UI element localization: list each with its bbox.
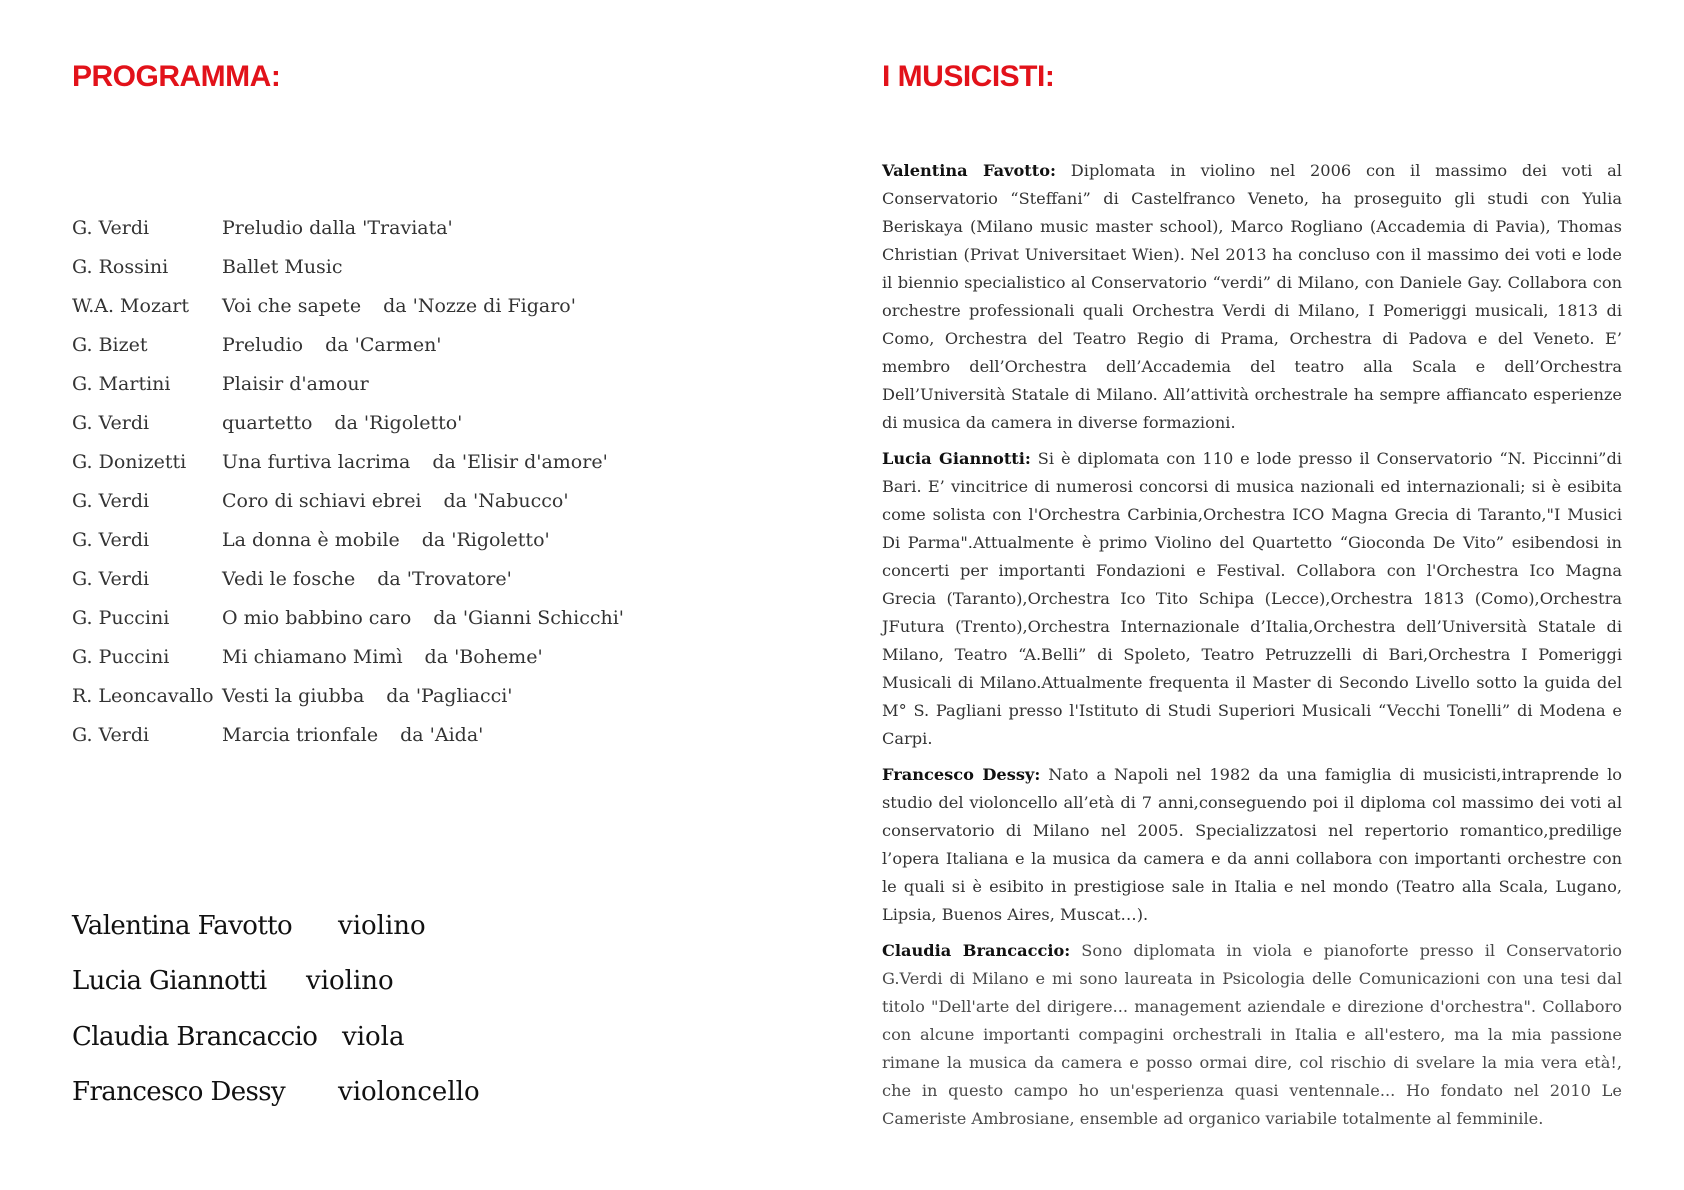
piece-title: Marcia trionfale: [222, 723, 379, 746]
bio-name: Claudia Brancaccio:: [882, 941, 1071, 960]
program-row: [72, 442, 772, 481]
player-row: [72, 898, 480, 954]
opera: da 'Nabucco': [443, 489, 569, 512]
opera: da 'Aida': [400, 723, 484, 746]
opera: da 'Rigoletto': [334, 411, 463, 434]
piece-title: Preludio dalla 'Traviata': [222, 216, 453, 239]
piece-title: Vedi le fosche: [222, 567, 356, 590]
program-list: [72, 208, 772, 754]
piece-title: Preludio: [222, 333, 304, 356]
composer: W.A. Mozart: [72, 294, 189, 317]
composer: G. Rossini: [72, 255, 169, 278]
composer: G. Martini: [72, 372, 171, 395]
player-instrument: violino: [338, 910, 426, 941]
composer: G. Puccini: [72, 645, 170, 668]
program-column: [72, 60, 772, 754]
piece-title: quartetto: [222, 411, 313, 434]
program-row: [72, 364, 772, 403]
program-row: [72, 286, 772, 325]
composer: G. Verdi: [72, 567, 150, 590]
piece-title: Vesti la giubba: [222, 684, 365, 707]
player-name: Lucia Giannotti: [72, 966, 267, 997]
opera: da 'Carmen': [325, 333, 442, 356]
opera: da 'Boheme': [424, 645, 543, 668]
program-row: [72, 325, 772, 364]
bio-paragraph: [882, 157, 1622, 437]
program-row: [72, 520, 772, 559]
player-row: [72, 1009, 480, 1065]
program-row: [72, 403, 772, 442]
piece-title: Coro di schiavi ebrei: [222, 489, 422, 512]
piece-title: Voi che sapete: [222, 294, 362, 317]
composer: G. Bizet: [72, 333, 148, 356]
piece-title: Mi chiamano Mimì: [222, 645, 403, 668]
bio-text: Sono diplomata in viola e pianoforte presso il Conservatorio G.Verdi di Milano e mi sono laureata in Psicologia delle Comunicazioni con una tesi dal titolo "Dell'arte del dirigere... management aziendale e direzione d'orchestra". Collaboro con alcune importanti compagini orchestrali in Italia e all'estero, ma la mia passione rimane la musica da camera e posso ormai dire, col rischio di svelare la mia vera età!, che in questo campo ho un'esperienza quasi ventennale... Ho fondato nel 2010 Le Cameriste Ambrosiane, ensemble ad organico variabile totalmente al femminile.: [882, 941, 1622, 1128]
player-instrument: violino: [306, 966, 394, 997]
bio-text: Nato a Napoli nel 1982 da una famiglia di musicisti,intraprende lo studio del violoncello all’età di 7 anni,conseguendo poi il diploma col massimo dei voti al conservatorio di Milano nel 2005. Specializzatosi nel repertorio romantico,predilige l’opera Italiana e la musica da camera e da anni collabora con importanti orchestre con le quali si è esibito in prestigiose sale in Italia e nel mondo (Teatro alla Scala, Lugano, Lipsia, Buenos Aires, Muscat…).: [882, 765, 1623, 924]
musicians-column: [882, 60, 1622, 1141]
players-list: [72, 898, 480, 1120]
bio-name: Lucia Giannotti:: [882, 449, 1031, 468]
bio-paragraph: [882, 937, 1622, 1133]
program-row: [72, 676, 772, 715]
composer: G. Puccini: [72, 606, 170, 629]
player-instrument: violoncello: [338, 1077, 480, 1108]
bio-text: Si è diplomata con 110 e lode presso il Conservatorio “N. Piccinni”di Bari. E’ vincitrice di numerosi concorsi di musica nazionali ed internazionali; si è esibita come solista con l'Orchestra Carbinia,Orchestra ICO Magna Grecia di Taranto,"I Musici Di Parma".Attualmente è primo Violino del Quartetto “Gioconda De Vito” esibendosi in concerti per importanti Fondazioni e Festival. Collabora con l'Orchestra Ico Magna Grecia (Taranto),Orchestra Ico Tito Schipa (Lecce),Orchestra 1813 (Como),Orchestra JFutura (Trento),Orchestra Internazionale d’Italia,Orchestra dell’Università Statale di Milano, Teatro “A.Belli” di Spoleto, Teatro Petruzzelli di Bari,Orchestra I Pomeriggi Musicali di Milano.Attualmente frequenta il Master di Secondo Livello sotto la guida del M° S. Pagliani presso l'Istituto di Studi Superiori Musicali “Vecchi Tonelli” di Modena e Carpi.: [882, 449, 1622, 748]
composer: G. Donizetti: [72, 450, 187, 473]
bio-name: Valentina Favotto:: [882, 161, 1056, 180]
opera: da 'Elisir d'amore': [432, 450, 608, 473]
program-heading: PROGRAMMA:: [72, 60, 281, 93]
program-row: [72, 637, 772, 676]
opera: da 'Gianni Schicchi': [433, 606, 625, 629]
opera: da 'Pagliacci': [386, 684, 513, 707]
player-row: [72, 1065, 480, 1121]
opera: da 'Trovatore': [377, 567, 512, 590]
player-name: Francesco Dessy: [72, 1077, 286, 1108]
composer: G. Verdi: [72, 489, 150, 512]
musicians-heading: I MUSICISTI:: [882, 60, 1055, 93]
player-row: [72, 954, 480, 1010]
composer: G. Verdi: [72, 528, 150, 551]
piece-title: Plaisir d'amour: [222, 372, 369, 395]
composer: G. Verdi: [72, 723, 150, 746]
program-row: [72, 559, 772, 598]
bio-list: [882, 157, 1622, 1133]
player-instrument: viola: [342, 1021, 405, 1052]
program-row: [72, 208, 772, 247]
program-row: [72, 715, 772, 754]
piece-title: O mio babbino caro: [222, 606, 412, 629]
bio-text: Diplomata in violino nel 2006 con il massimo dei voti al Conservatorio “Steffani” di Castelfranco Veneto, ha proseguito gli studi con Yulia Beriskaya (Milano music master school), Marco Rogliano (Accademia di Pavia), Thomas Christian (Privat Universitaet Wien). Nel 2013 ha concluso con il massimo dei voti e lode il biennio specialistico al Conservatorio “verdi” di Milano, con Daniele Gay. Collabora con orchestre professionali quali Orchestra Verdi di Milano, I Pomeriggi musicali, 1813 di Como, Orchestra del Teatro Regio di Prama, Orchestra di Padova e del Veneto. E’ membro dell’Orchestra dell’Accademia del teatro alla Scala e dell’Orchestra Dell’Università Statale di Milano. All’attività orchestrale ha sempre affiancato esperienze di musica da camera in diverse formazioni.: [882, 161, 1622, 432]
program-row: [72, 481, 772, 520]
piece-title: La donna è mobile: [222, 528, 400, 551]
piece-title: Una furtiva lacrima: [222, 450, 411, 473]
program-row: [72, 247, 772, 286]
composer: G. Verdi: [72, 216, 150, 239]
program-row: [72, 598, 772, 637]
bio-paragraph: [882, 445, 1622, 753]
opera: da 'Nozze di Figaro': [383, 294, 576, 317]
piece-title: Ballet Music: [222, 255, 343, 278]
composer: G. Verdi: [72, 411, 150, 434]
player-name: Valentina Favotto: [72, 910, 293, 941]
bio-paragraph: [882, 761, 1622, 929]
composer: R. Leoncavallo: [72, 684, 214, 707]
player-name: Claudia Brancaccio: [72, 1021, 318, 1052]
bio-name: Francesco Dessy:: [882, 765, 1041, 784]
opera: da 'Rigoletto': [421, 528, 550, 551]
